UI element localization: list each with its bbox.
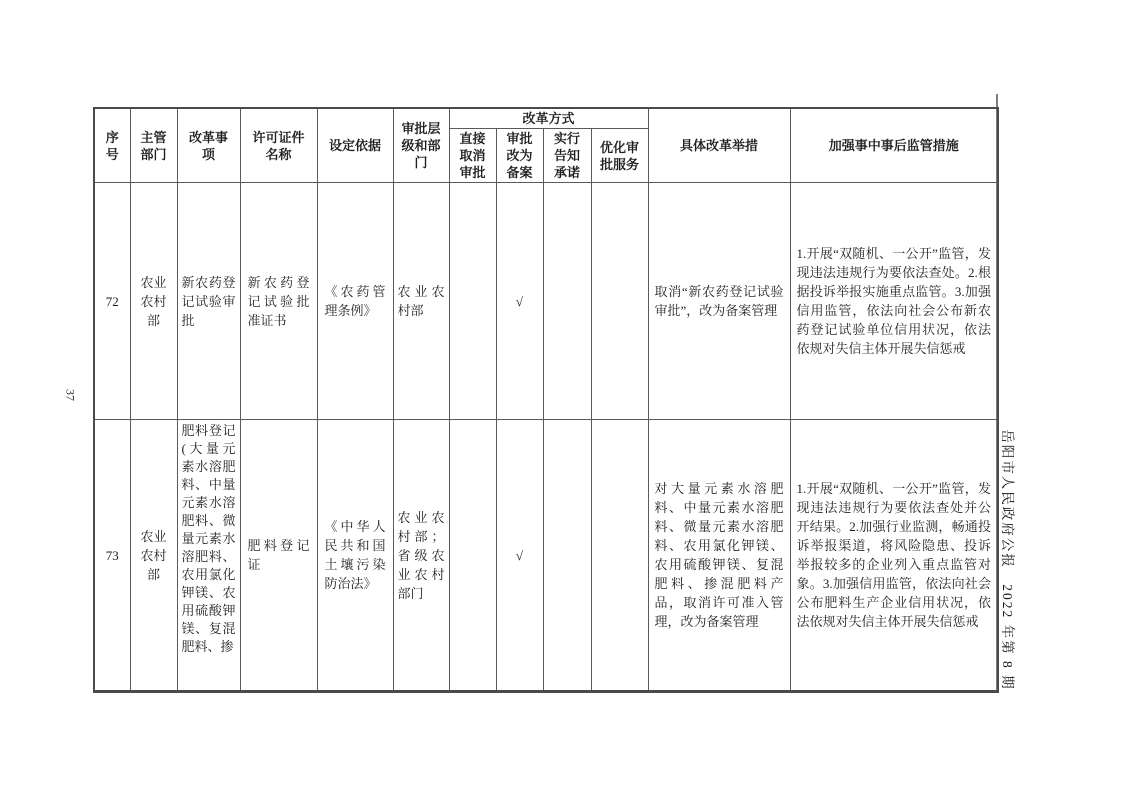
cell-supervision: 1.开展“双随机、一公开”监管，发现违法违规行为要依法查处并公开结果。2.加强行业监测，畅通投诉举报渠道，将风险隐患、投诉举报较多的企业列入重点监管对象。3.加强信用监管，依法向社会公布肥料生产企业信用状况，依法依规对失信主体开展失信惩戒 (790, 420, 998, 692)
journal-title-sidebar: 岳阳市人民政府公报 2022 年第 8 期 (1000, 429, 1015, 691)
cell-dept: 农业农村部 (130, 420, 177, 692)
cell-supervision: 1.开展“双随机、一公开”监管，发现违法违规行为要依法查处。2.根据投诉举报实施重点监管。3.加强信用监管，依法向社会公布新农药登记试验单位信用状况，依法依规对失信主体开展失信惩戒 (790, 183, 998, 420)
header-item: 改革事项 (177, 108, 240, 183)
cell-item-clipped-text: 肥料登记(大量元素水溶肥料、中量元素水溶肥料、微量元素水溶肥料、农用氯化钾镁、农用硫酸钾镁、复混肥料、掺 (181, 423, 236, 654)
header-mode-commitment: 实行告知承诺 (543, 129, 591, 183)
cell-cert: 肥料登记证 (240, 420, 317, 692)
header-dept: 主管部门 (130, 108, 177, 183)
cell-mode-filing-check: √ (496, 183, 543, 420)
cell-dept: 农业农村部 (130, 183, 177, 420)
page-number: 37 (63, 389, 78, 401)
cell-mode-optimize (591, 183, 648, 420)
cell-level: 农业农村部 (393, 183, 449, 420)
cell-measures: 对大量元素水溶肥料、中量元素水溶肥料、微量元素水溶肥料、农用氯化钾镁、农用硫酸钾镁、复混肥料、掺混肥料产品，取消许可准入管理，改为备案管理 (648, 420, 790, 692)
cell-level: 农业农村部；省级农业农村部门 (393, 420, 449, 692)
header-supervision: 加强事中事后监管措施 (790, 108, 998, 183)
cell-measures: 取消“新农药登记试验审批”，改为备案管理 (648, 183, 790, 420)
cell-mode-commitment (543, 420, 591, 692)
table-row-73 (94, 420, 998, 692)
cell-basis: 《中华人民共和国土壤污染防治法》 (317, 420, 393, 692)
header-level: 审批层级和部门 (393, 108, 449, 183)
header-reform-mode: 改革方式 (449, 108, 648, 129)
cell-item (177, 420, 240, 692)
cell-mode-cancel (449, 420, 496, 692)
cell-item: 新农药登记试验审批 (177, 183, 240, 420)
cell-mode-cancel (449, 183, 496, 420)
cell-basis: 《农药管理条例》 (317, 183, 393, 420)
cell-seq: 73 (94, 420, 130, 692)
table-row-72 (94, 183, 998, 420)
header-basis: 设定依据 (317, 108, 393, 183)
cell-mode-filing-check: √ (496, 420, 543, 692)
cell-cert: 新农药登记试验批准证书 (240, 183, 317, 420)
header-mode-filing: 审批改为备案 (496, 129, 543, 183)
reform-items-table (93, 107, 999, 693)
cell-seq: 72 (94, 183, 130, 420)
header-seq: 序号 (94, 108, 130, 183)
cell-mode-optimize (591, 420, 648, 692)
cell-mode-commitment (543, 183, 591, 420)
reform-table-container (93, 107, 999, 693)
header-mode-cancel: 直接取消审批 (449, 129, 496, 183)
header-measures: 具体改革举措 (648, 108, 790, 183)
header-cert: 许可证件名称 (240, 108, 317, 183)
header-mode-optimize: 优化审批服务 (591, 129, 648, 183)
